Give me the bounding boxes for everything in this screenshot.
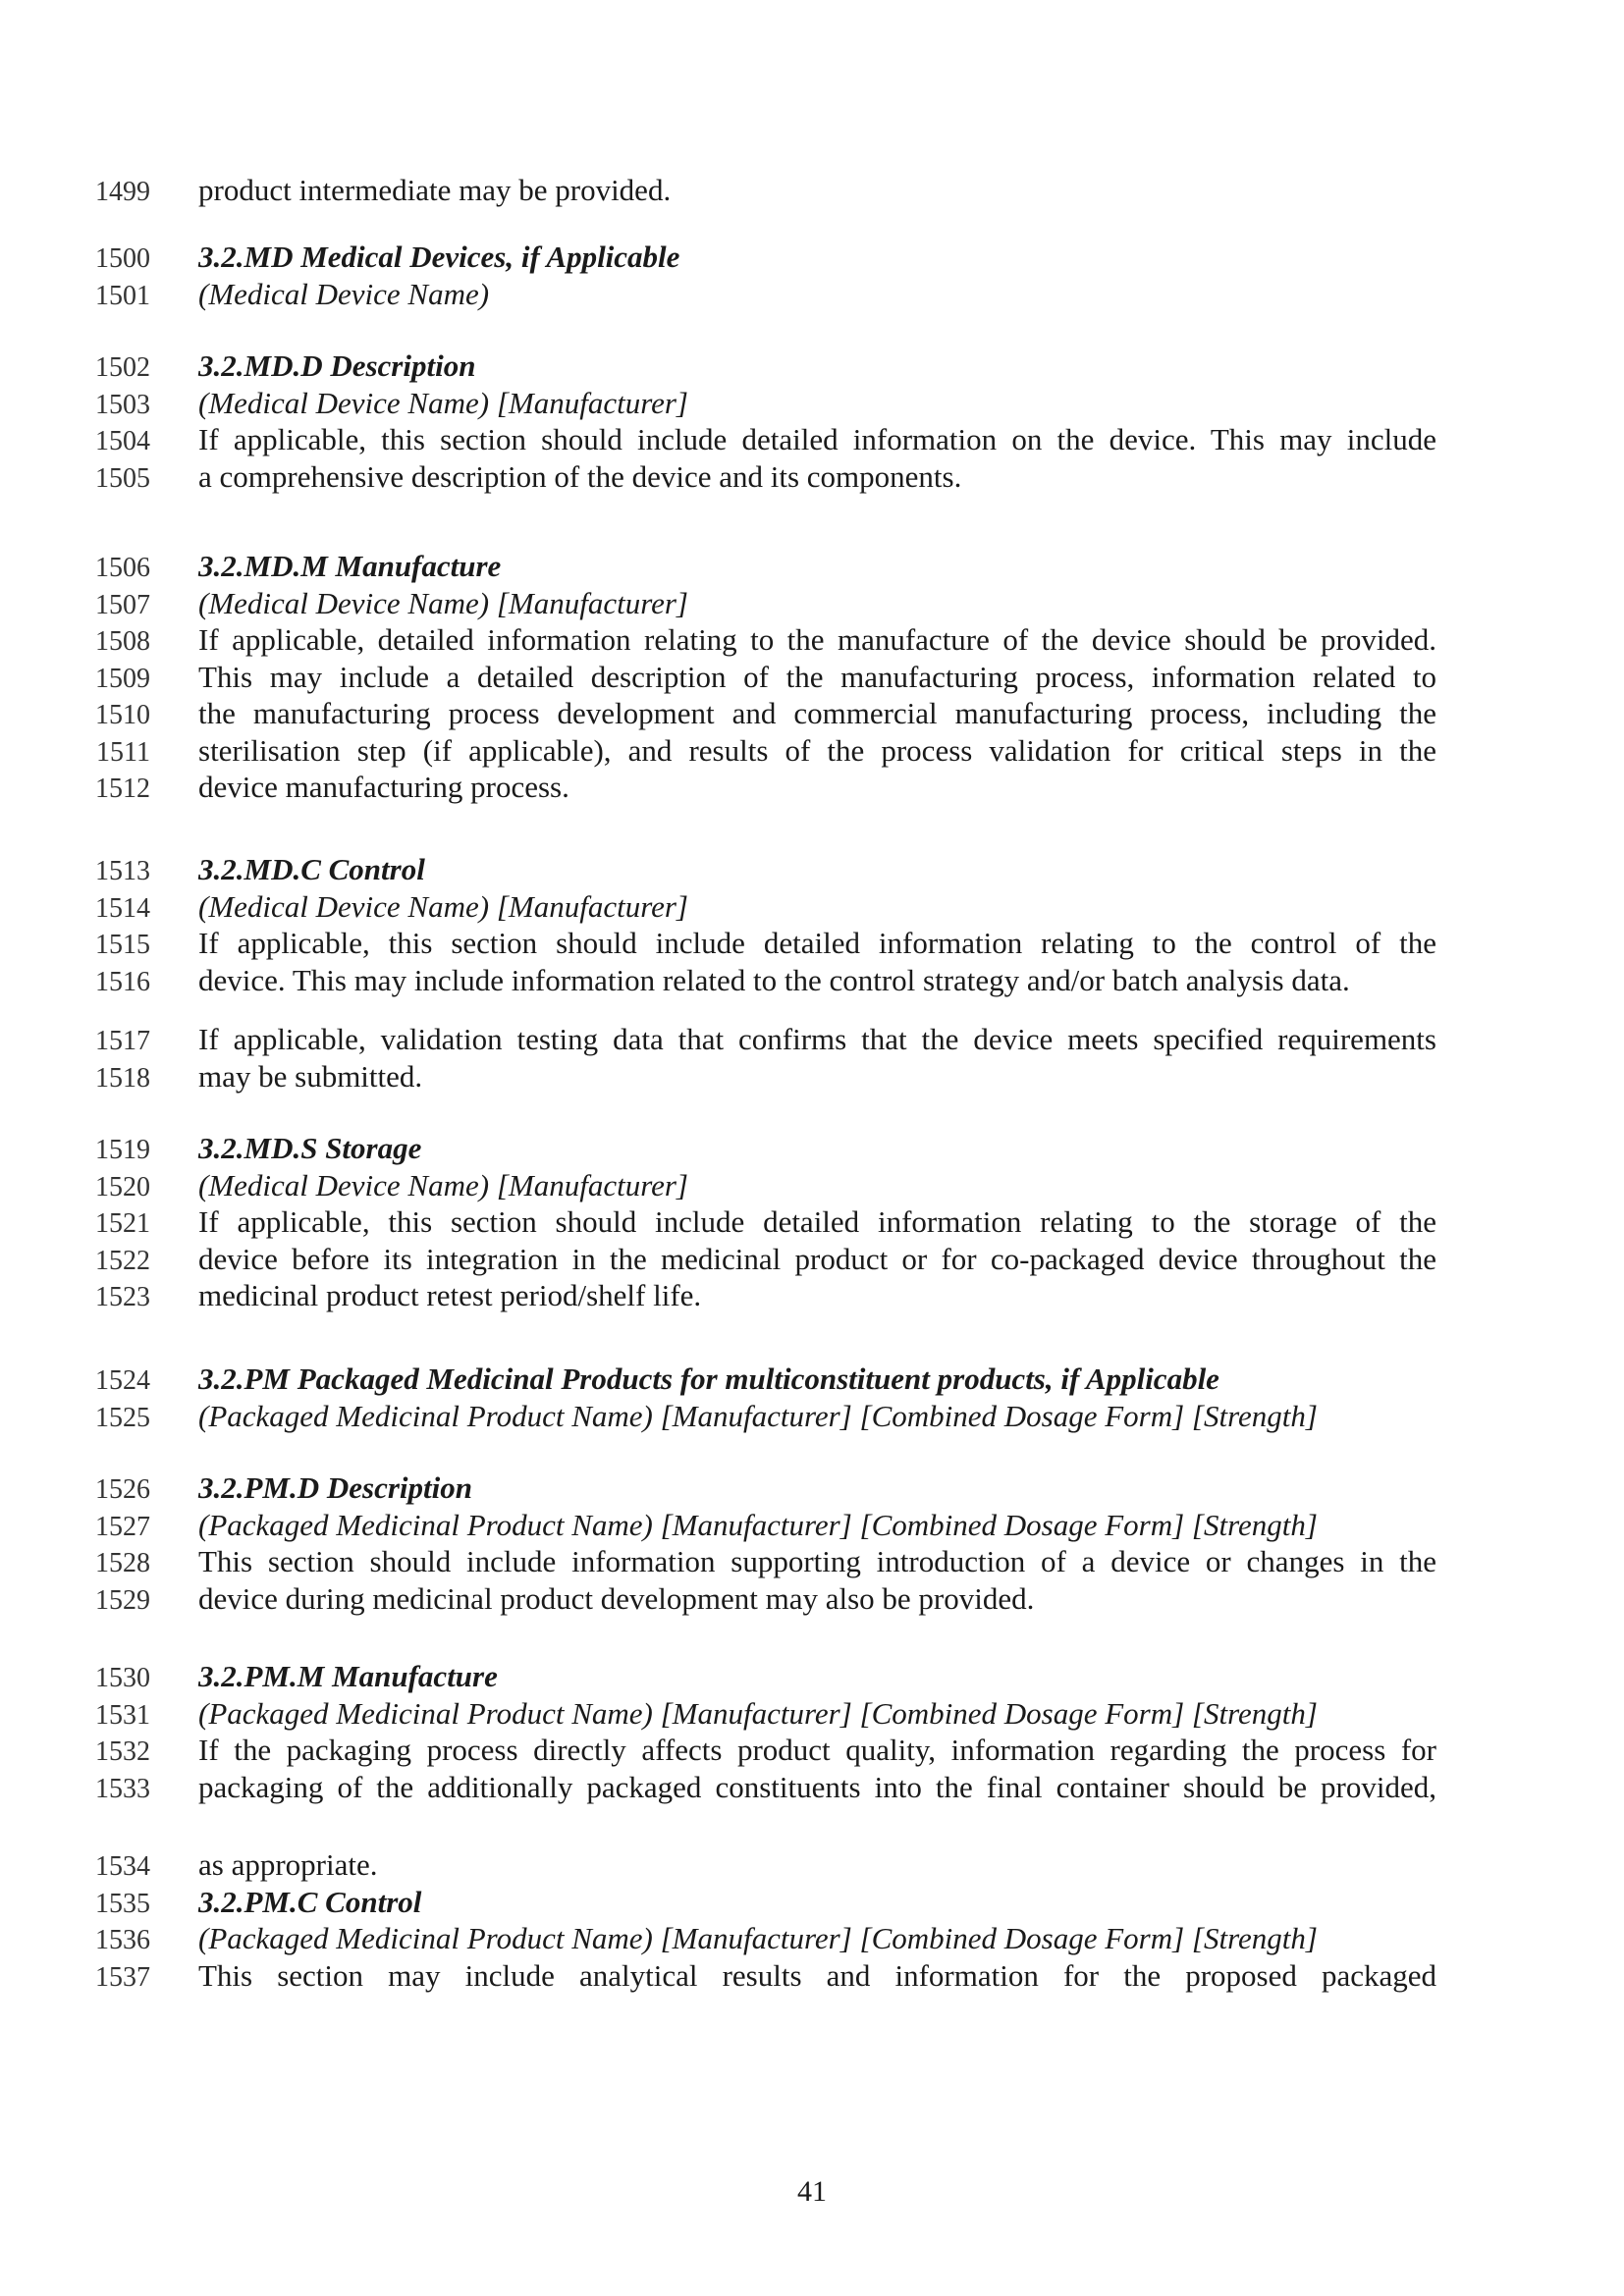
line-number: 1535 <box>95 1888 150 1919</box>
body-text-line <box>0 926 1624 963</box>
body-text-line <box>0 1770 1624 1807</box>
line-number: 1514 <box>95 892 150 924</box>
line-number: 1510 <box>95 700 150 730</box>
placeholder-line <box>0 889 1624 927</box>
line-number: 1530 <box>95 1663 150 1693</box>
body-text-line <box>0 459 1624 497</box>
text-block <box>0 852 1624 999</box>
line-text: If applicable, validation testing data that confirms that the device meets specified requirements <box>198 1022 1436 1056</box>
line-text: may be submitted. <box>198 1058 423 1094</box>
line-number: 1507 <box>95 589 150 620</box>
text-block <box>0 1022 1624 1095</box>
line-text: If applicable, this section should include detailed information on the device. This may include <box>198 422 1436 456</box>
section-heading-line <box>0 1131 1624 1168</box>
body-text-line <box>0 1022 1624 1059</box>
line-text: 3.2.MD.M Manufacture <box>198 549 502 583</box>
line-text: If applicable, detailed information relating to the manufacture of the device should be provided. <box>198 622 1436 657</box>
section-heading-line <box>0 1470 1624 1508</box>
line-text: as appropriate. <box>198 1847 378 1882</box>
line-text: (Medical Device Name) [Manufacturer] <box>198 385 688 420</box>
line-number: 1499 <box>95 177 150 207</box>
section-heading-line <box>0 240 1624 277</box>
line-number: 1508 <box>95 626 150 657</box>
line-number: 1500 <box>95 243 150 274</box>
line-text: 3.2.PM.C Control <box>198 1884 422 1919</box>
line-number: 1528 <box>95 1548 150 1578</box>
line-text: the manufacturing process development and commercial manufacturing process, including the <box>198 696 1436 730</box>
line-number: 1505 <box>95 462 150 494</box>
line-number: 1506 <box>95 553 150 583</box>
section-heading-line <box>0 549 1624 586</box>
section-heading-line <box>0 348 1624 386</box>
line-number: 1512 <box>95 774 150 804</box>
text-block <box>0 1362 1624 1435</box>
line-text: device before its integration in the medicinal product or for co-packaged device throughout the <box>198 1241 1436 1276</box>
body-text-line <box>0 770 1624 807</box>
line-number: 1522 <box>95 1245 150 1276</box>
body-text-line <box>0 173 1624 210</box>
line-text: 3.2.PM.D Description <box>198 1470 472 1505</box>
placeholder-line <box>0 1696 1624 1734</box>
line-text: (Medical Device Name) [Manufacturer] <box>198 888 688 924</box>
line-text: packaging of the additionally packaged constituents into the final container should be provided, <box>198 1769 1436 1804</box>
body-text-line <box>0 422 1624 459</box>
line-number: 1509 <box>95 663 150 694</box>
text-block <box>0 549 1624 807</box>
placeholder-line <box>0 586 1624 623</box>
line-number: 1525 <box>95 1402 150 1433</box>
line-number: 1524 <box>95 1365 150 1396</box>
body-text-line <box>0 733 1624 771</box>
section-heading-line <box>0 1362 1624 1399</box>
line-text: This section may include analytical results and information for the proposed packaged <box>198 1957 1436 1993</box>
line-text: (Packaged Medicinal Product Name) [Manufacturer] [Combined Dosage Form] [Strength] <box>198 1398 1318 1433</box>
line-number: 1532 <box>95 1736 150 1767</box>
body-text-line <box>0 1242 1624 1279</box>
line-number: 1526 <box>95 1474 150 1505</box>
line-text: a comprehensive description of the device and its components. <box>198 458 962 494</box>
text-block <box>0 173 1624 210</box>
line-number: 1518 <box>95 1062 150 1094</box>
line-number: 1501 <box>95 280 150 311</box>
line-text: If the packaging process directly affects product quality, information regarding the process for <box>198 1733 1436 1767</box>
line-text: If applicable, this section should include detailed information relating to the control of the <box>198 926 1436 960</box>
line-text: 3.2.MD.C Control <box>198 852 425 886</box>
line-number: 1529 <box>95 1584 150 1616</box>
body-text-line <box>0 1059 1624 1096</box>
text-block <box>0 240 1624 313</box>
line-number: 1515 <box>95 930 150 960</box>
placeholder-line <box>0 1168 1624 1205</box>
body-text-line <box>0 1958 1624 1996</box>
text-block <box>0 1659 1624 1806</box>
page-number: 41 <box>797 2175 827 2208</box>
body-text-line <box>0 660 1624 697</box>
placeholder-line <box>0 1399 1624 1436</box>
body-text-line <box>0 1204 1624 1242</box>
body-text-line <box>0 622 1624 660</box>
line-text: 3.2.PM Packaged Medicinal Products for multiconstituent products, if Applicable <box>198 1362 1219 1396</box>
section-heading-line <box>0 1885 1624 1922</box>
body-text-line <box>0 1733 1624 1770</box>
line-number: 1521 <box>95 1208 150 1239</box>
placeholder-line <box>0 386 1624 423</box>
body-text-line <box>0 696 1624 733</box>
line-number: 1511 <box>96 736 150 768</box>
line-text: device manufacturing process. <box>198 770 569 804</box>
line-number: 1520 <box>95 1171 150 1202</box>
section-heading-line <box>0 852 1624 889</box>
line-number: 1534 <box>95 1851 150 1882</box>
line-text: This section should include information supporting introduction of a device or changes in the <box>198 1544 1436 1578</box>
line-text: medicinal product retest period/shelf life. <box>198 1278 702 1312</box>
line-text: device. This may include information related to the control strategy and/or batch analysis data. <box>198 962 1350 997</box>
line-number: 1503 <box>95 389 150 420</box>
text-block <box>0 348 1624 496</box>
line-text: (Medical Device Name) [Manufacturer] <box>198 585 688 620</box>
placeholder-line <box>0 1508 1624 1545</box>
line-text: 3.2.PM.M Manufacture <box>198 1659 498 1693</box>
line-text: 3.2.MD.D Description <box>198 348 476 383</box>
line-text: product intermediate may be provided. <box>198 173 672 207</box>
line-text: device during medicinal product development may also be provided. <box>198 1580 1035 1616</box>
line-text: (Medical Device Name) [Manufacturer] <box>198 1167 688 1202</box>
line-text: (Packaged Medicinal Product Name) [Manufacturer] [Combined Dosage Form] [Strength] <box>198 1921 1318 1955</box>
line-number: 1533 <box>95 1773 150 1804</box>
line-number: 1536 <box>95 1925 150 1955</box>
text-block <box>0 1847 1624 1995</box>
body-text-line <box>0 963 1624 1000</box>
section-heading-line <box>0 1659 1624 1696</box>
line-text: (Packaged Medicinal Product Name) [Manufacturer] [Combined Dosage Form] [Strength] <box>198 1695 1318 1731</box>
line-number: 1527 <box>95 1511 150 1542</box>
placeholder-line <box>0 277 1624 314</box>
line-number: 1519 <box>95 1135 150 1165</box>
line-text: This may include a detailed description of the manufacturing process, information related to <box>198 659 1436 694</box>
line-number: 1517 <box>95 1026 150 1056</box>
line-number: 1504 <box>95 426 150 456</box>
line-text: 3.2.MD Medical Devices, if Applicable <box>198 240 680 274</box>
line-text: (Packaged Medicinal Product Name) [Manufacturer] [Combined Dosage Form] [Strength] <box>198 1507 1318 1542</box>
line-text: (Medical Device Name) <box>198 276 490 311</box>
body-text-line <box>0 1544 1624 1581</box>
body-text-line <box>0 1278 1624 1315</box>
line-number: 1513 <box>95 856 150 886</box>
body-text-line <box>0 1581 1624 1619</box>
text-block <box>0 1470 1624 1618</box>
text-block <box>0 1131 1624 1315</box>
body-text-line <box>0 1847 1624 1885</box>
placeholder-line <box>0 1921 1624 1958</box>
line-text: If applicable, this section should include detailed information relating to the storage of the <box>198 1204 1436 1239</box>
line-number: 1502 <box>95 352 150 383</box>
line-text: 3.2.MD.S Storage <box>198 1131 422 1165</box>
line-number: 1523 <box>95 1282 150 1312</box>
line-text: sterilisation step (if applicable), and results of the process validation for critical steps in the <box>198 732 1436 768</box>
line-number: 1531 <box>95 1699 150 1731</box>
line-number: 1537 <box>95 1961 150 1993</box>
line-number: 1516 <box>95 966 150 997</box>
